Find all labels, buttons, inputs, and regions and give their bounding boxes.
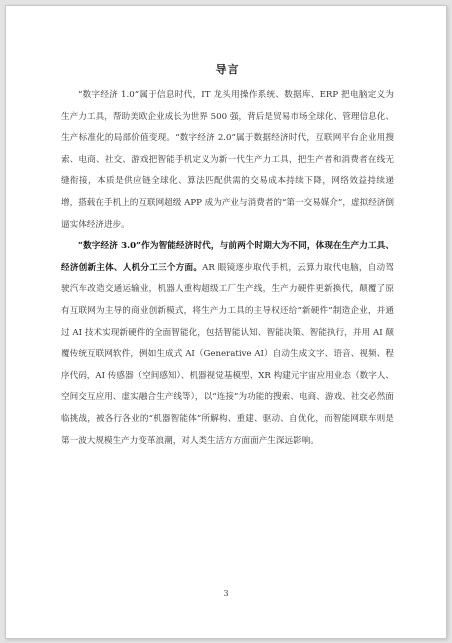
paragraph-text: AR 眼镜逐步取代手机，云算力取代电脑，自动驾驶汽车改造交通运输业，机器人重构超级工厂生产线，生产力硬件更新换代，颠覆了原有互联网为主导的商业创新模式，将生产力工具的主导权还给“新硬件”制造企业，并通过 AI 技术实现新硬件的全面智能化，包括智能认知、智能决策、智能执行，并用 AI 颠覆传统互联网软件，例如生成式 AI（Generative AI）自动生成文字、语音、视频、程序代码，AI 传感器（空间感知）、机器视觉基模型、XR 构建元宇宙应用业态（数字人、空间交互应用、虚实融合生产线等），以“连接”为功能的搜索、电商、游戏、社交必然面临挑战，被各行各业的“机器智能体”所解构、重建、驱动、自优化，而智能网联车则是第一波大规模生产力变革浪潮，对人类生活方方面面产生深远影响。 <box>61 262 394 446</box>
paragraph-digital-economy-1-2 <box>61 85 394 236</box>
paragraph-digital-economy-3 <box>61 236 394 452</box>
page-title: 导言 <box>215 63 240 76</box>
page-content <box>61 62 394 452</box>
paragraph-text: “数字经济 1.0”属于信息时代，IT 龙头用操作系统、数据库、ERP 把电脑定义为生产力工具，帮助美欧企业成长为世界 500 强，背后是贸易市场全球化、管理信息化、生产标准化的局部价值变现。“数字经济 2.0”属于数据经济时代，互联网平台企业用搜索、电商、社交、游戏把智能手机定义为新一代生产力工具，把生产者和消费者在线无缝衔接，本质是供应链全球化、算法匹配供需的交易成本持续下降，网络效益持续递增，搭载在手机上的互联网超级 APP 成为产业与消费者的“第一交易媒介”，虚拟经济倒逼实体经济进步。 <box>61 90 394 230</box>
paragraph-bold-lead: “数字经济 3.0”作为智能经济时代，与前两个时期大为不同，体现在生产力工具、经济创新主体、人机分工三个方面。 <box>61 241 394 273</box>
page-number: 3 <box>223 589 229 598</box>
document-page <box>5 5 447 639</box>
